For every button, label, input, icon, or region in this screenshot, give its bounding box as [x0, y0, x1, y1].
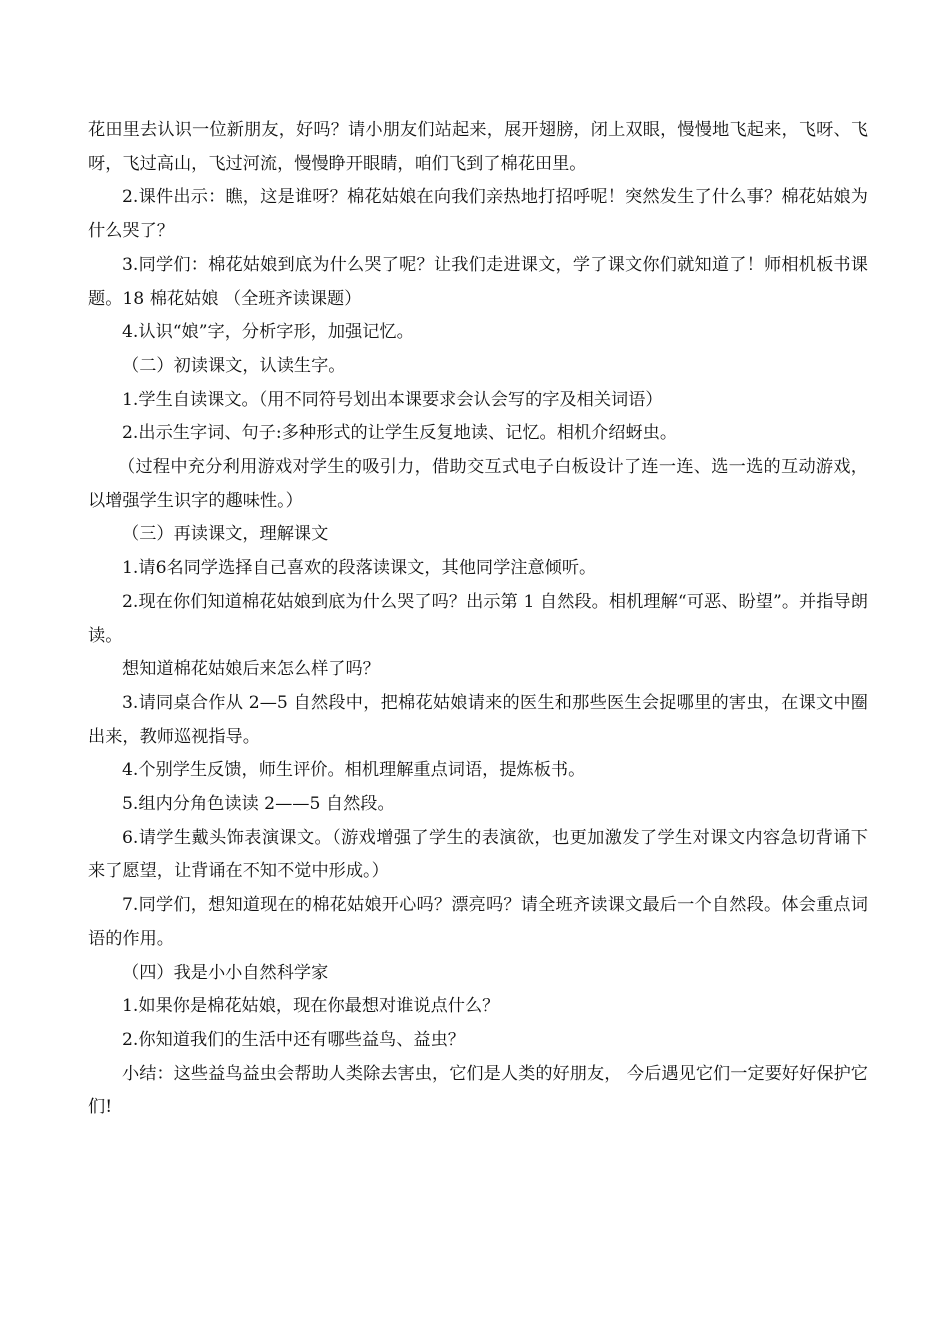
paragraph-step-4: 4.认识“娘”字，分析字形，加强记忆。 — [122, 322, 414, 343]
section-heading-2: （二）初读课文，认读生字。 — [122, 355, 346, 376]
section-heading-3: （三）再读课文，理解课文 — [122, 524, 329, 545]
paragraph-understand-5: 5.组内分角色读读 2——5 自然段。 — [122, 794, 395, 815]
paragraph-understand-1: 1.请6名同学选择自己喜欢的段落读课文，其他同学注意倾听。 — [122, 558, 597, 579]
paragraph-question: 想知道棉花姑娘后来怎么样了吗？ — [122, 659, 380, 680]
paragraph-summary: 小结：这些益鸟益虫会帮助人类除去害虫，它们是人类的好朋友， 今后遇见它们一定要好好保护它们! — [88, 1063, 868, 1118]
paragraph-note: （过程中充分利用游戏对学生的吸引力，借助交互式电子白板设计了连一连、选一选的互动游戏，以增强学生识字的趣味性。） — [88, 457, 868, 511]
paragraph-science-2: 2.你知道我们的生活中还有哪些益鸟、益虫？ — [122, 1029, 465, 1050]
paragraph-read-1: 1.学生自读课文。（用不同符号划出本课要求会认会写的字及相关词语） — [122, 389, 663, 410]
paragraph-understand-7: 7.同学们，想知道现在的棉花姑娘开心吗？漂亮吗？请全班齐读课文最后一个自然段。体会重点词语的作用。 — [88, 895, 868, 949]
paragraph-understand-4: 4.个别学生反馈，师生评价。相机理解重点词语，提炼板书。 — [122, 760, 586, 781]
paragraph-step-3: 3.同学们：棉花姑娘到底为什么哭了呢？让我们走进课文，学了课文你们就知道了！师相机板书课题。18 棉花姑娘 （全班齐读课题） — [88, 254, 868, 309]
document-body — [88, 114, 868, 1125]
paragraph-step-2: 2.课件出示：瞧，这是谁呀？棉花姑娘在向我们亲热地打招呼呢！突然发生了什么事？棉花姑娘为什么哭了？ — [88, 187, 868, 242]
section-heading-4: （四）我是小小自然科学家 — [122, 962, 329, 983]
paragraph-understand-2: 2.现在你们知道棉花姑娘到底为什么哭了吗？出示第 1 自然段。相机理解“可恶、盼望”。并指导朗读。 — [88, 591, 868, 646]
paragraph-read-2: 2.出示生字词、句子:多种形式的让学生反复地读、记忆。相机介绍蚜虫。 — [122, 423, 678, 444]
paragraph-understand-3: 3.请同桌合作从 2—5 自然段中，把棉花姑娘请来的医生和那些医生会捉哪里的害虫，在课文中圈出来，教师巡视指导。 — [88, 692, 868, 747]
paragraph-intro: 花田里去认识一位新朋友，好吗？请小朋友们站起来，展开翅膀，闭上双眼，慢慢地飞起来，飞呀、飞呀，飞过高山，飞过河流，慢慢睁开眼睛，咱们飞到了棉花田里。 — [88, 120, 868, 174]
paragraph-understand-6: 6.请学生戴头饰表演课文。（游戏增强了学生的表演欲，也更加激发了学生对课文内容急切背诵下来了愿望，让背诵在不知不觉中形成。） — [88, 827, 868, 882]
paragraph-science-1: 1.如果你是棉花姑娘，现在你最想对谁说点什么？ — [122, 996, 500, 1017]
